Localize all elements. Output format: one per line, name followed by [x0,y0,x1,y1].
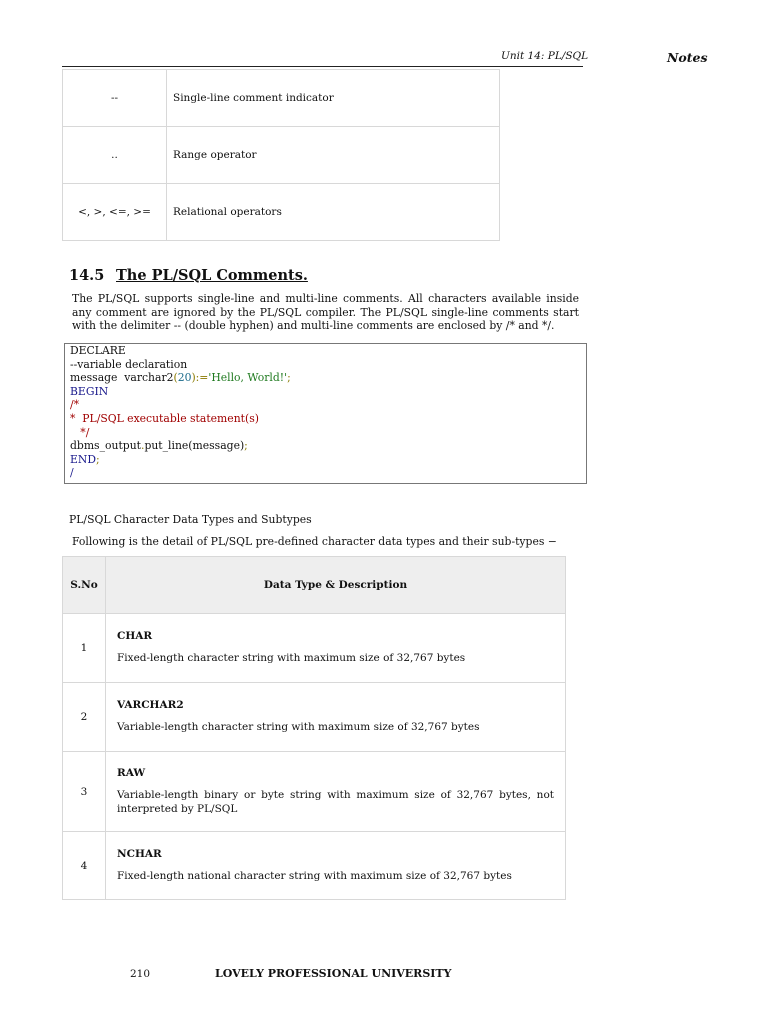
footer-university: LOVELY PROFESSIONAL UNIVERSITY [215,967,452,980]
code-line: DECLARE [70,344,126,357]
code-line: BEGIN [70,384,109,398]
code-line: END; [70,452,100,466]
operator-symbol: -- [63,70,167,127]
datatype-description: Variable-length character string with maximum size of 32,767 bytes [117,721,480,734]
code-line: / [70,466,74,480]
code-line: */ [70,425,90,439]
code-line: * PL/SQL executable statement(s) [70,411,259,425]
operator-symbol: .. [63,127,167,184]
section-heading [69,267,308,284]
code-line: dbms_output.put_line(message); [70,439,248,453]
table-header-row [63,557,566,614]
section-title: The PL/SQL Comments. [116,267,308,284]
running-header-unit: Unit 14: PL/SQL [501,50,589,62]
operator-description: Relational operators [167,184,500,241]
operators-table [62,69,500,241]
code-line: /* [70,398,80,412]
datatypes-table [62,556,566,900]
operator-description: Single-line comment indicator [167,70,500,127]
datatypes-heading: PL/SQL Character Data Types and Subtypes [69,513,312,526]
code-line: --variable declaration [70,357,188,371]
table-row [63,614,566,683]
datatypes-intro: Following is the detail of PL/SQL pre-defined character data types and their sub-types − [72,535,557,548]
code-line: message varchar2(20):='Hello, World!'; [70,371,291,385]
table-row [63,832,566,900]
table-row [63,127,500,184]
notes-margin-label: Notes [667,50,708,65]
row-number: 4 [63,832,106,900]
column-header-sno: S.No [63,557,106,614]
section-paragraph: The PL/SQL supports single-line and multi-line comments. All characters available inside any comment are ignored by the PL/SQL compiler. The PL/SQL single-line comments start with the delimiter -- (double hyphen) and multi-line comments are enclosed by /* and */. [72,292,579,332]
section-number: 14.5 [69,267,105,284]
datatype-name: VARCHAR2 [117,699,184,712]
datatype-name: NCHAR [117,847,162,860]
datatype-name: RAW [117,767,146,779]
table-row [63,70,500,127]
datatype-description: Variable-length binary or byte string with maximum size of 32,767 bytes, not interpreted by PL/SQL [117,789,554,815]
column-header-description: Data Type & Description [106,557,566,614]
page-number: 210 [130,968,151,980]
table-row [63,184,500,241]
code-block [64,343,587,484]
row-number: 1 [63,614,106,683]
datatype-description: Fixed-length national character string with maximum size of 32,767 bytes [117,869,512,882]
operator-description: Range operator [167,127,500,184]
row-number: 2 [63,683,106,752]
row-number: 3 [63,752,106,832]
table-row [63,752,566,832]
datatype-description: Fixed-length character string with maximum size of 32,767 bytes [117,652,466,665]
operator-symbol: <, >, <=, >= [63,184,167,241]
datatype-name: CHAR [117,630,153,643]
header-rule [62,66,583,67]
table-row [63,683,566,752]
